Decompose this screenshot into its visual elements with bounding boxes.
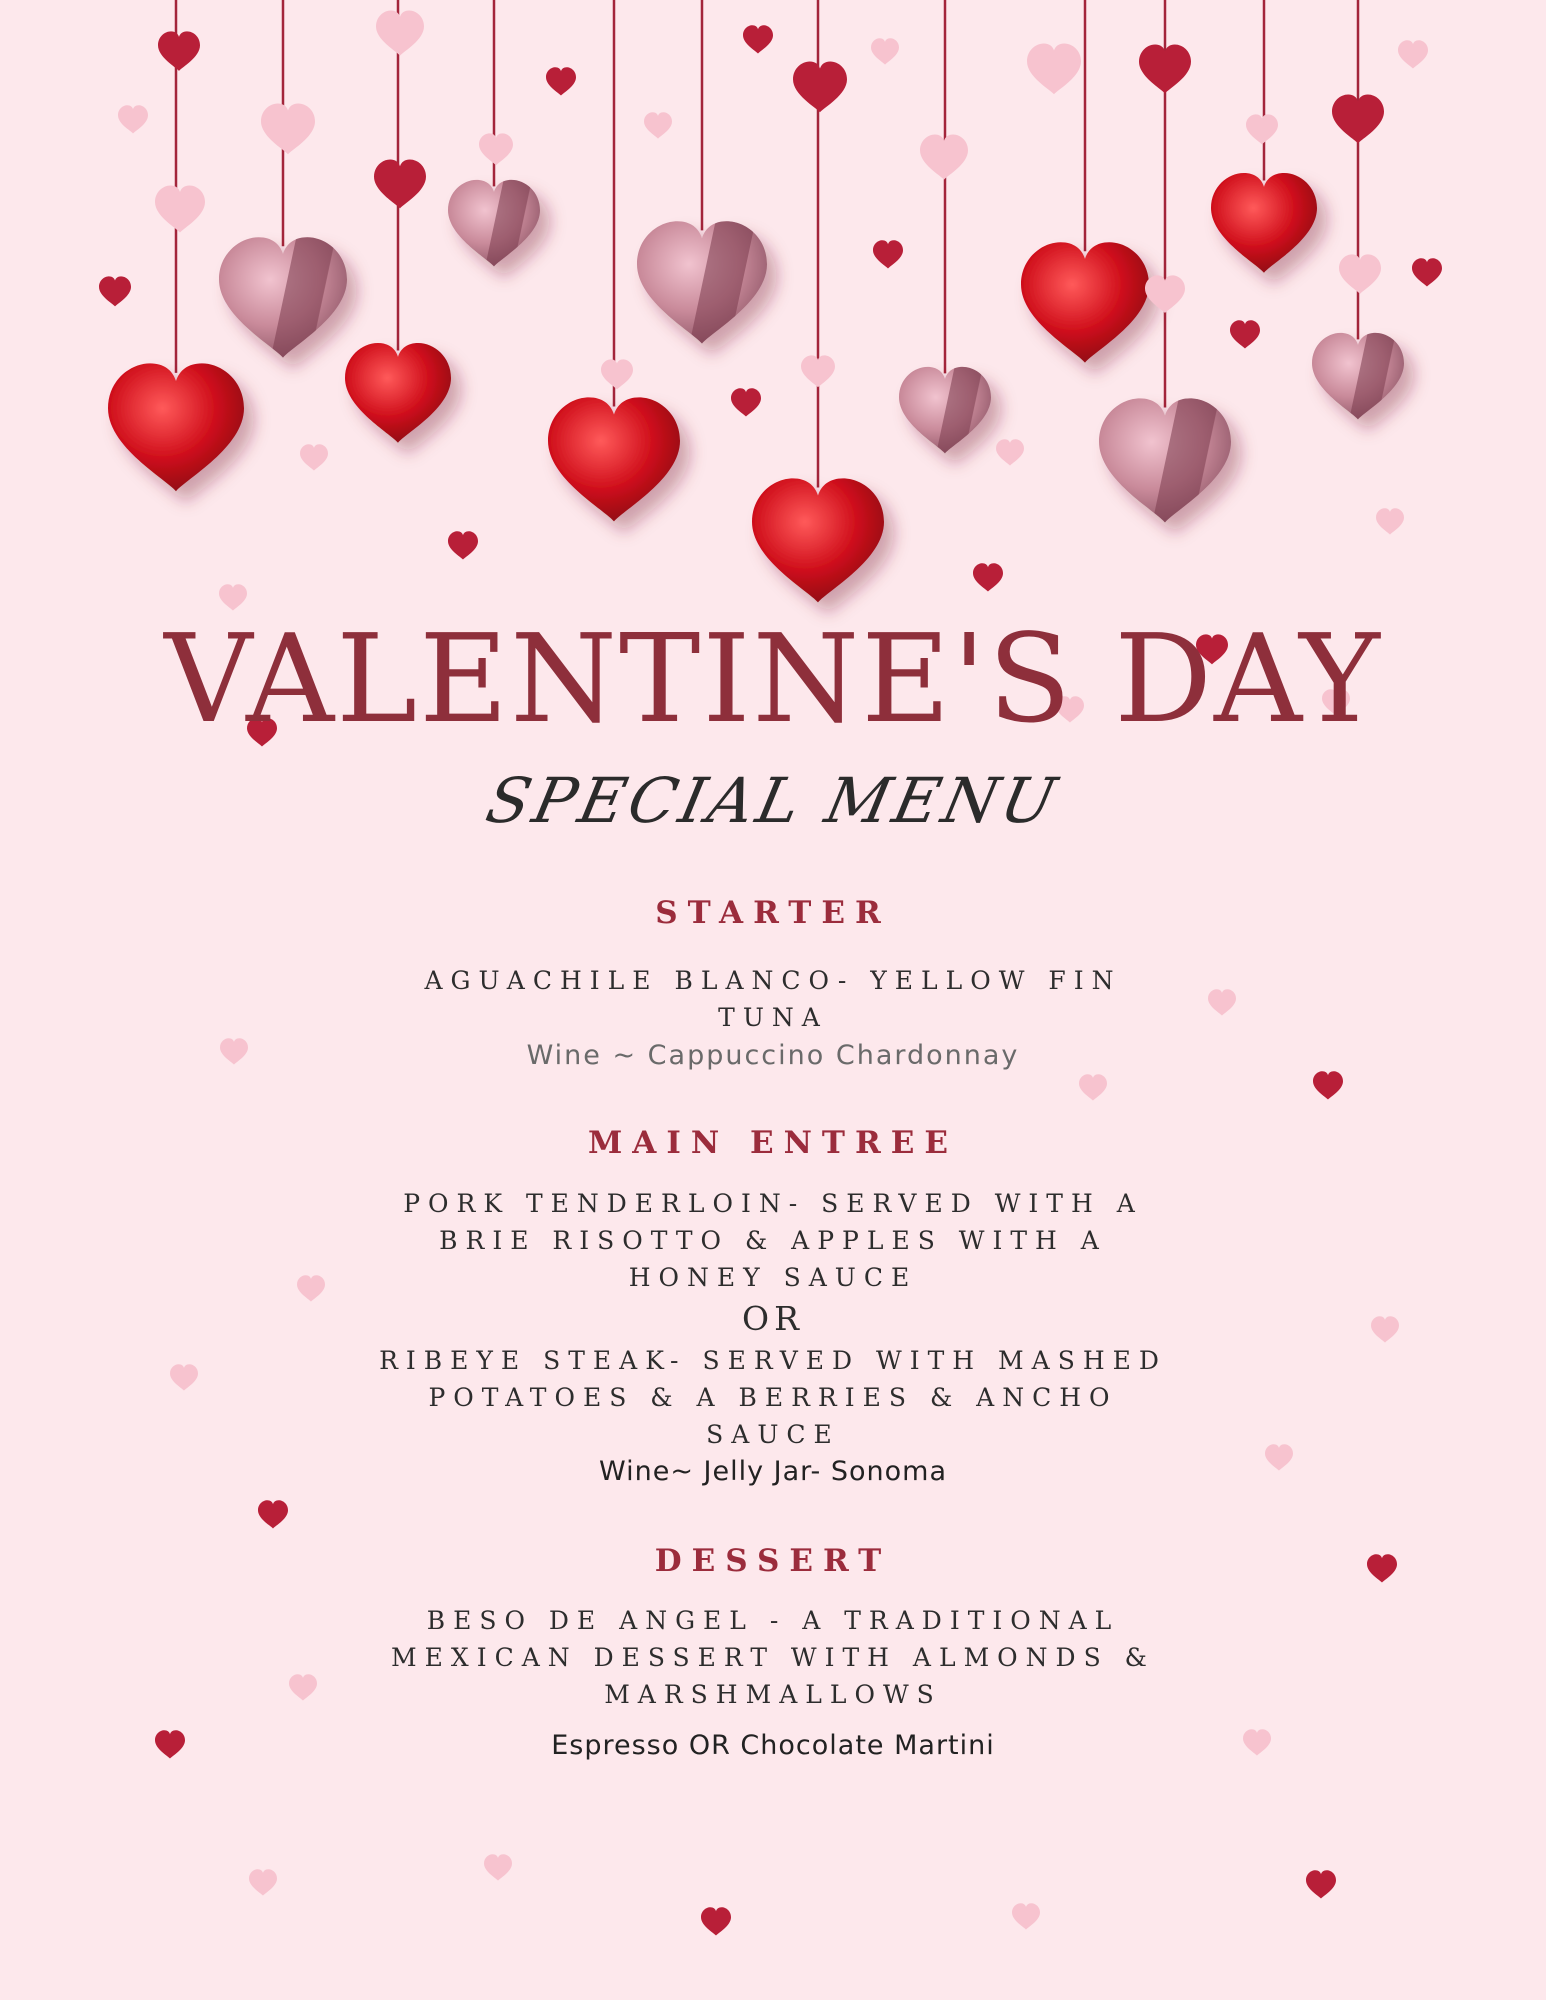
pairing-starter: Wine ~ Cappuccino Chardonnay	[526, 1040, 1020, 1071]
dish-dessert: BESO DE ANGEL - A TRADITIONAL MEXICAN DESSERT WITH ALMONDS & MARSHMALLOWS	[391, 1606, 1155, 1709]
pairing-main: Wine~ Jelly Jar- Sonoma	[598, 1456, 947, 1487]
page-title: VALENTINE'S DAY	[164, 608, 1382, 750]
dish-main-ribeye: RIBEYE STEAK- SERVED WITH MASHED POTATOES & A BERRIES & ANCHO SAUCE	[379, 1346, 1167, 1449]
section-heading-main: MAIN ENTREE	[587, 1125, 959, 1161]
section-heading-dessert: DESSERT	[654, 1543, 892, 1579]
dish-starter: AGUACHILE BLANCO- YELLOW FIN TUNA	[424, 966, 1122, 1032]
page-subtitle: SPECIAL MENU	[480, 764, 1067, 837]
section-heading-starter: STARTER	[655, 895, 891, 931]
main-or-divider: OR	[742, 1299, 804, 1338]
dish-main-pork: PORK TENDERLOIN- SERVED WITH A BRIE RISOTTO & APPLES WITH A HONEY SAUCE	[403, 1189, 1143, 1292]
pairing-dessert: Espresso OR Chocolate Martini	[551, 1730, 995, 1761]
